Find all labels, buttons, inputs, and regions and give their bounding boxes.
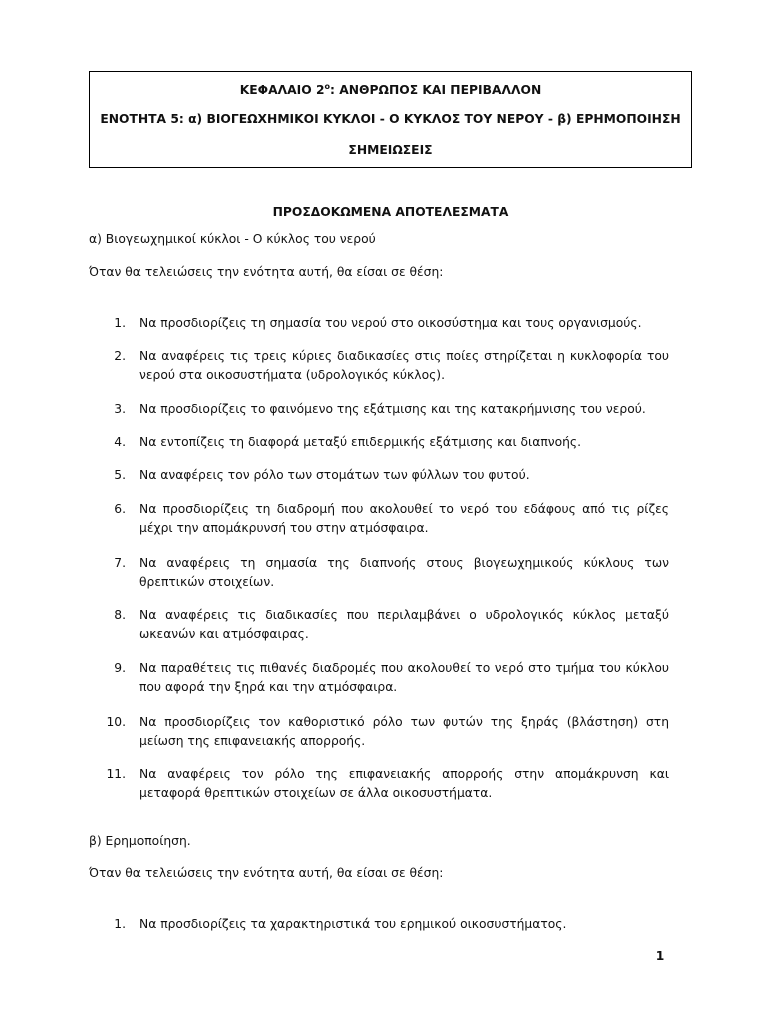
- page-number: 1: [655, 949, 665, 963]
- part-a-intro: Όταν θα τελειώσεις την ενότητα αυτή, θα είσαι σε θέση:: [89, 265, 444, 279]
- list-item-text: Να εντοπίζεις τη διαφορά μεταξύ επιδερμικής εξάτμισης και διαπνοής.: [139, 435, 582, 449]
- list-item-text: Να αναφέρεις τον ρόλο της επιφανειακής απορροής στην απομάκρυνση και μεταφορά θρεπτικών στοιχείων σε άλλα οικοσυστήματα.: [139, 767, 669, 800]
- list-item-number: 3.: [114, 402, 126, 416]
- list-item-text: Να προσδιορίζεις τα χαρακτηριστικά του ερημικού οικοσυστήματος.: [139, 917, 567, 931]
- list-item-number: 9.: [114, 661, 126, 675]
- list-item-number: 1.: [114, 316, 126, 330]
- chapter-title: ΚΕΦΑΛΑΙΟ $2^o$: ΑΝΘΡΩΠΟΣ ΚΑΙ ΠΕΡΙΒΑΛΛΟΝ: [239, 81, 542, 97]
- list-item-number: 7.: [114, 556, 126, 570]
- list-item-text: Να παραθέτεις τις πιθανές διαδρομές που ακολουθεί το νερό στο τμήμα του κύκλου που αφορά την ξηρά και την ατμόσφαιρα.: [139, 661, 669, 694]
- header-box: [89, 71, 692, 168]
- list-item-text: Να αναφέρεις τον ρόλο των στομάτων των φύλλων του φυτού.: [139, 468, 530, 482]
- list-item-text: Να προσδιορίζεις το φαινόμενο της εξάτμισης και της κατακρήμνισης του νερού.: [139, 402, 646, 416]
- section-title: ΠΡΟΣΔΟΚΩΜΕΝΑ ΑΠΟΤΕΛΕΣΜΑΤΑ: [272, 205, 509, 219]
- list-item-text: Να αναφέρεις τις τρεις κύριες διαδικασίες στις ποίες στηρίζεται η κυκλοφορία του νερού στα οικοσυστήματα (υδρολογικός κύκλος).: [139, 349, 669, 382]
- unit-title: ΕΝΟΤΗΤΑ 5: α) ΒΙΟΓΕΩΧΗΜΙΚΟΙ ΚΥΚΛΟΙ - Ο ΚΥΚΛΟΣ ΤΟΥ ΝΕΡΟΥ - β) ΕΡΗΜΟΠΟΙΗΣΗ: [100, 112, 681, 126]
- list-item-number: 6.: [114, 502, 126, 516]
- list-item-number: 5.: [114, 468, 126, 482]
- part-b-title: β) Ερημοποίηση.: [89, 834, 191, 848]
- list-item-text: Να προσδιορίζεις τον καθοριστικό ρόλο των φυτών της ξηράς (βλάστηση) στη μείωση της επιφανειακής απορροής.: [139, 715, 669, 748]
- list-item-number: 1.: [114, 917, 126, 931]
- list-item-number: 4.: [114, 435, 126, 449]
- list-item-text: Να αναφέρεις τη σημασία της διαπνοής στους βιογεωχημικούς κύκλους των θρεπτικών στοιχείων.: [139, 556, 669, 589]
- list-item-text: Να προσδιορίζεις τη σημασία του νερού στο οικοσύστημα και τους οργανισμούς.: [139, 316, 642, 330]
- notes-label: ΣΗΜΕΙΩΣΕΙΣ: [348, 143, 433, 157]
- part-b-intro: Όταν θα τελειώσεις την ενότητα αυτή, θα είσαι σε θέση:: [89, 866, 444, 880]
- list-item-number: 10.: [106, 715, 126, 729]
- list-item-text: Να προσδιορίζεις τη διαδρομή που ακολουθεί το νερό του εδάφους από τις ρίζες μέχρι την απομάκρυνσή του στην ατμόσφαιρα.: [139, 502, 669, 535]
- list-item-number: 2.: [114, 349, 126, 363]
- list-item-text: Να αναφέρεις τις διαδικασίες που περιλαμβάνει ο υδρολογικός κύκλος μεταξύ ωκεανών και ατμόσφαιρας.: [139, 608, 669, 641]
- list-item-number: 8.: [114, 608, 126, 622]
- list-item-number: 11.: [106, 767, 126, 781]
- part-a-title: α) Βιογεωχημικοί κύκλοι - Ο κύκλος του νερού: [89, 232, 376, 246]
